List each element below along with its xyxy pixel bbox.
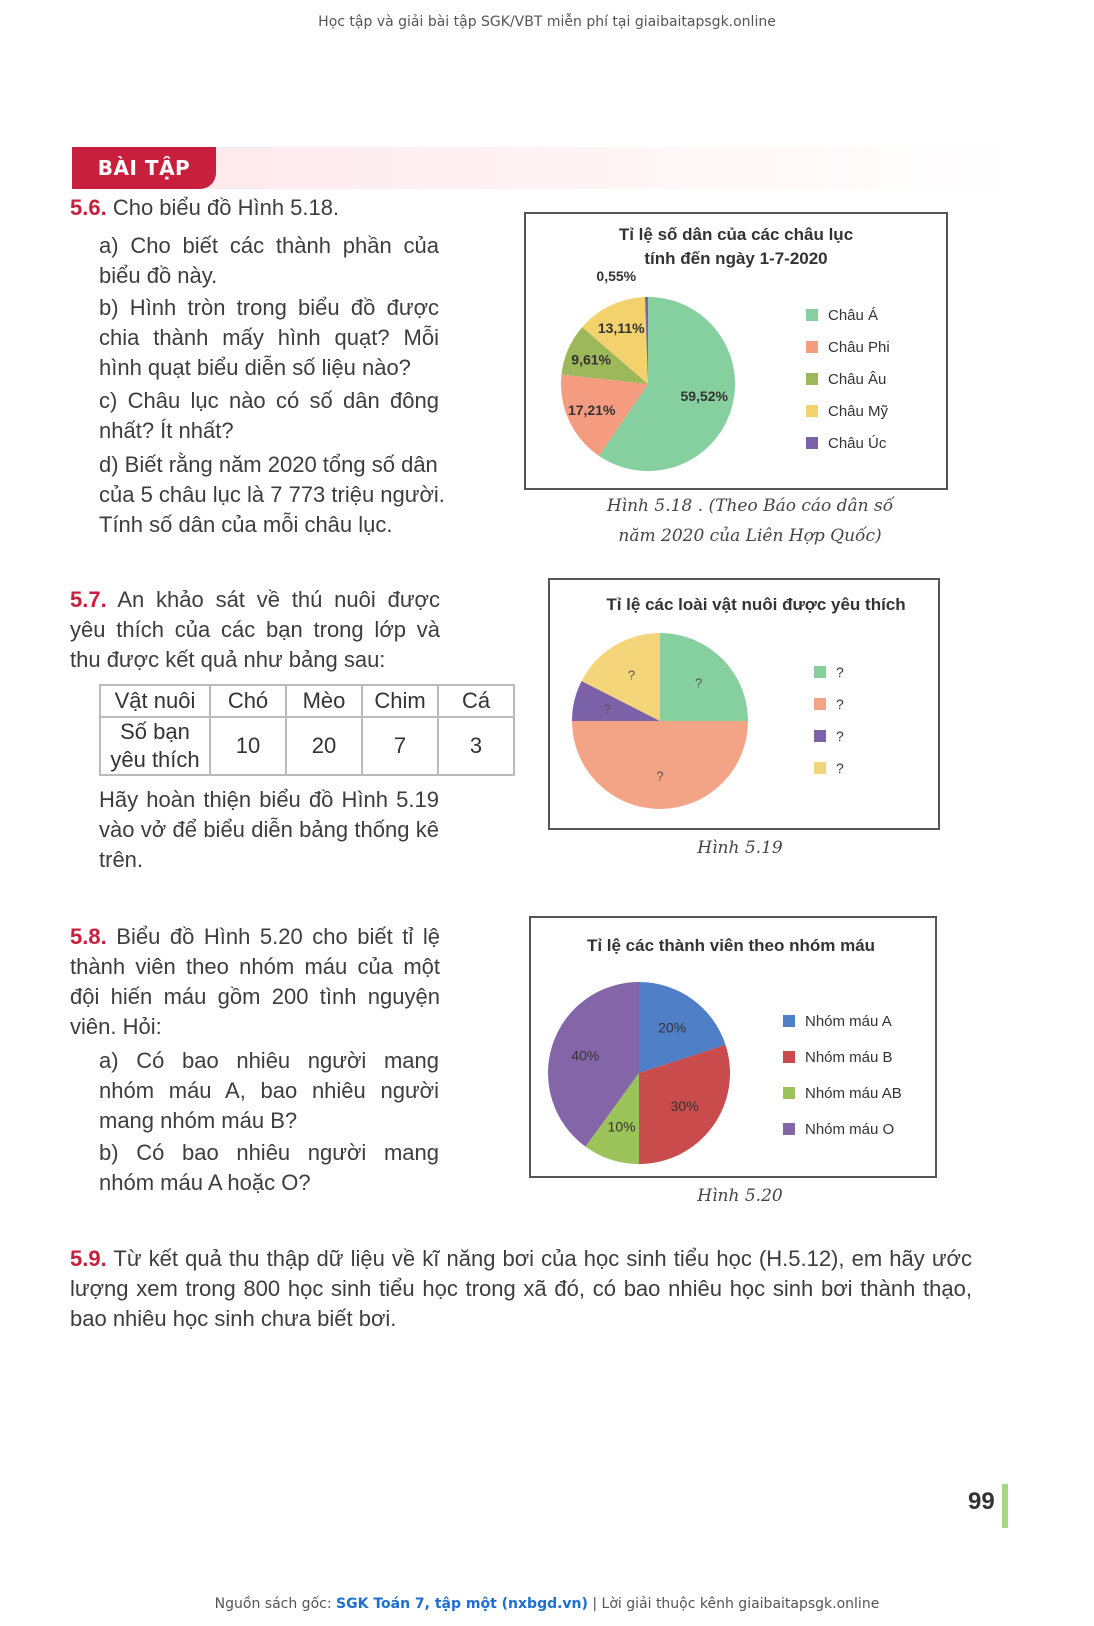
footer-note: [0, 1596, 1094, 1612]
table-cell: 10: [210, 717, 286, 775]
table-row-label: Số bạn yêu thích: [100, 717, 210, 775]
table-header-cell: Cá: [438, 685, 514, 717]
ex58-body: Biểu đồ Hình 5.20 cho biết tỉ lệ thành viên theo nhóm máu của một đội hiến máu gồm 200 tình nguyện viên. Hỏi:: [70, 924, 440, 1039]
data-label: 13,11%: [597, 320, 645, 337]
page-number: 99: [968, 1488, 995, 1515]
legend-label: Nhóm máu A: [805, 1013, 892, 1030]
ex58-text: [70, 922, 440, 1042]
ex57-text: [70, 585, 440, 675]
legend-swatch: [806, 341, 818, 353]
ex58-part-b: b) Có bao nhiêu người mang nhóm máu A hoặc O?: [99, 1140, 439, 1195]
legend-label: ?: [836, 664, 844, 680]
legend-swatch: [806, 373, 818, 385]
data-label: 17,21%: [567, 401, 616, 418]
legend-swatch: [814, 762, 826, 774]
data-label: 10%: [607, 1118, 636, 1135]
table-header-cell: Chim: [362, 685, 438, 717]
legend-swatch: [783, 1123, 795, 1135]
ex56-part-a: a) Cho biết các thành phần của biểu đồ này.: [99, 233, 439, 288]
ex56-part-c: c) Châu lục nào có số dân đông nhất? Ít nhất?: [99, 388, 439, 443]
pet-table-wrap: [99, 684, 515, 776]
data-label: 9,61%: [571, 351, 612, 368]
table-header-cell: Vật nuôi: [100, 685, 210, 717]
legend-swatch: [783, 1015, 795, 1027]
pie-slice-: [660, 633, 748, 721]
data-label: ?: [656, 768, 664, 784]
legend-swatch: [814, 698, 826, 710]
legend-label: Nhóm máu AB: [805, 1085, 902, 1102]
ex56-number: 5.6.: [70, 195, 107, 220]
ex58-number: 5.8.: [70, 924, 107, 949]
chart-5-19-box: [548, 578, 940, 830]
legend-label: Nhóm máu B: [805, 1049, 893, 1066]
legend-label: ?: [836, 760, 844, 776]
legend-label: Châu Mỹ: [828, 403, 889, 420]
table-cell: 20: [286, 717, 362, 775]
data-label: 0,55%: [596, 268, 637, 285]
ex56-title: [70, 193, 470, 223]
data-label: 30%: [670, 1098, 699, 1115]
legend-swatch: [814, 730, 826, 742]
table-header-row: [100, 685, 514, 717]
pie-slice-: [572, 721, 748, 809]
table-cell: 7: [362, 717, 438, 775]
legend-label: Châu Âu: [828, 371, 887, 388]
data-label: 59,52%: [680, 387, 728, 404]
footer-prefix: Nguồn sách gốc:: [214, 1596, 337, 1612]
data-label: ?: [603, 701, 611, 717]
ex56-part-d: d) Biết rằng năm 2020 tổng số dân của 5 châu lục là 7 773 triệu người. Tính số dân của mỗi châu lục.: [99, 452, 445, 537]
ex59-body: Từ kết quả thu thập dữ liệu về kĩ năng bơi của học sinh tiểu học (H.5.12), em hãy ước lượng xem trong 800 học sinh tiểu học trong xã đó, có bao nhiêu học sinh bơi thành thạo, bao nhiêu học sinh chưa biết bơi.: [70, 1246, 972, 1331]
ex58-part-a: a) Có bao nhiêu người mang nhóm máu A, bao nhiêu người mang nhóm máu B?: [99, 1048, 439, 1133]
table-header-cell: Chó: [210, 685, 286, 717]
footer-suffix: | Lời giải thuộc kênh giaibaitapsgk.online: [587, 1596, 880, 1612]
data-label: 40%: [571, 1047, 600, 1064]
caption-5-18-line2: năm 2020 của Liên Hợp Quốc): [618, 526, 882, 546]
data-label: 20%: [658, 1019, 687, 1036]
ex56-part-b: b) Hình tròn trong biểu đồ được chia thành mấy hình quạt? Mỗi hình quạt biểu diễn số liệu nào?: [99, 295, 439, 380]
chart-5-20-box: [529, 916, 937, 1178]
ex59-number: 5.9.: [70, 1246, 107, 1271]
caption-5-19: Hình 5.19: [697, 838, 783, 858]
ex59-text: [70, 1244, 972, 1334]
legend-label: Châu Úc: [828, 435, 887, 452]
caption-5-20: Hình 5.20: [697, 1186, 783, 1206]
legend-swatch: [806, 405, 818, 417]
table-row: [100, 717, 514, 775]
chart-title: tính đến ngày 1-7-2020: [644, 249, 828, 268]
legend-swatch: [806, 437, 818, 449]
data-label: ?: [627, 667, 636, 683]
chart-5-18-box: [524, 212, 948, 490]
chart-5-20: [531, 918, 935, 1176]
legend-label: ?: [836, 728, 844, 744]
ex57-body: An khảo sát về thú nuôi được yêu thích của các bạn trong lớp và thu được kết quả như bảng sau:: [70, 587, 440, 672]
legend-label: ?: [836, 696, 844, 712]
chart-title: Tỉ lệ số dân của các châu lục: [618, 225, 854, 244]
legend-label: Châu Phi: [828, 339, 890, 356]
pet-table: [99, 684, 515, 776]
table-cell: 3: [438, 717, 514, 775]
legend-label: Nhóm máu O: [805, 1121, 895, 1138]
chart-title: Tỉ lệ các loài vật nuôi được yêu thích: [606, 595, 906, 614]
legend-swatch: [783, 1051, 795, 1063]
table-header-cell: Mèo: [286, 685, 362, 717]
ex57-number: 5.7.: [70, 587, 107, 612]
legend-swatch: [806, 309, 818, 321]
footer-source[interactable]: SGK Toán 7, tập một (nxbgd.vn): [336, 1596, 588, 1612]
page-number-bar: [1002, 1484, 1008, 1528]
section-title: BÀI TẬP: [72, 147, 216, 189]
ex56-title-text: Cho biểu đồ Hình 5.18.: [112, 195, 340, 220]
legend-swatch: [814, 666, 826, 678]
chart-5-19: [550, 580, 938, 828]
chart-title: Tỉ lệ các thành viên theo nhóm máu: [586, 936, 876, 955]
header-note: Học tập và giải bài tập SGK/VBT miễn phí tại giaibaitapsgk.online: [318, 14, 776, 30]
legend-swatch: [783, 1087, 795, 1099]
ex57-after: Hãy hoàn thiện biểu đồ Hình 5.19 vào vở để biểu diễn bảng thống kê trên.: [99, 787, 439, 872]
caption-5-18-line1: Hình 5.18 . (Theo Báo cáo dân số: [606, 496, 894, 516]
chart-5-18: [526, 214, 946, 488]
legend-label: Châu Á: [828, 307, 879, 324]
data-label: ?: [694, 675, 703, 691]
